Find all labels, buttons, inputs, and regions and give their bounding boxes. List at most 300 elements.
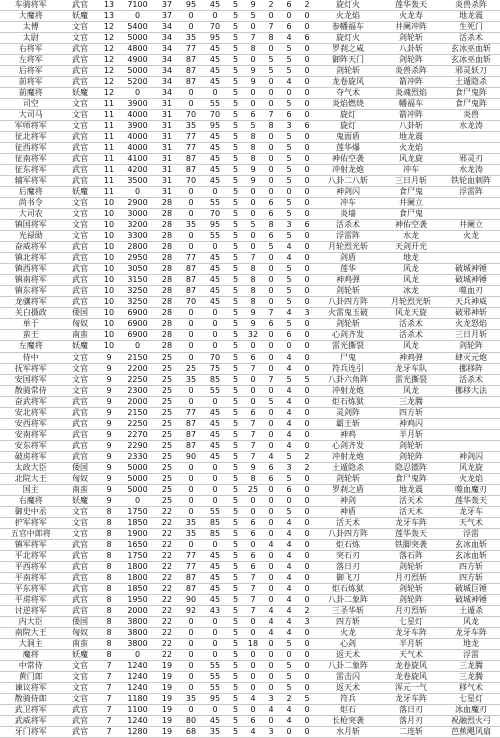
- table-cell: 8: [98, 638, 120, 649]
- table-cell: 19: [155, 682, 179, 693]
- table-cell: 0: [262, 429, 280, 440]
- table-cell: 武官: [62, 253, 98, 264]
- table-row: [0, 484, 500, 495]
- table-cell: 34: [155, 44, 179, 55]
- table-cell: 37: [155, 0, 179, 11]
- table-cell: 抚军将军: [0, 363, 62, 374]
- table-cell: 9: [244, 165, 262, 176]
- table-row: [0, 66, 500, 77]
- table-cell: 炎墙: [316, 209, 380, 220]
- table-cell: 2300: [120, 385, 155, 396]
- table-cell: 12: [98, 88, 120, 99]
- table-cell: 0: [298, 154, 316, 165]
- table-cell: 5: [227, 374, 244, 385]
- table-cell: 8: [98, 550, 120, 561]
- table-cell: 安南将军: [0, 429, 62, 440]
- table-row: [0, 396, 500, 407]
- table-cell: 剑轮斩: [380, 561, 442, 572]
- table-cell: 25: [155, 396, 179, 407]
- table-cell: 地龙震: [442, 11, 500, 22]
- table-cell: 5: [227, 429, 244, 440]
- table-cell: 34: [155, 88, 179, 99]
- table-cell: 半月斩: [380, 429, 442, 440]
- table-cell: 28: [155, 341, 179, 352]
- table-cell: 井阑立: [442, 220, 500, 231]
- table-cell: 雷光撕裂: [316, 341, 380, 352]
- table-cell: 87: [179, 275, 203, 286]
- table-cell: 5: [227, 605, 244, 616]
- table-cell: 0: [179, 99, 203, 110]
- table-cell: 9: [98, 484, 120, 495]
- table-cell: 5: [227, 451, 244, 462]
- table-cell: 鬼面盾: [316, 132, 380, 143]
- table-cell: 4: [280, 594, 298, 605]
- table-cell: 5: [227, 638, 244, 649]
- table-cell: 3300: [120, 231, 155, 242]
- table-cell: [442, 143, 500, 154]
- table-cell: 魔将: [0, 649, 62, 660]
- table-cell: 前魔将: [0, 88, 62, 99]
- table-cell: 12: [98, 22, 120, 33]
- table-row: [0, 330, 500, 341]
- table-cell: 文官: [62, 374, 98, 385]
- table-cell: 7100: [120, 0, 155, 11]
- table-cell: 幡福车: [380, 99, 442, 110]
- table-row: [0, 462, 500, 473]
- table-cell: 0: [203, 88, 227, 99]
- table-cell: 5: [280, 297, 298, 308]
- table-cell: 35: [179, 374, 203, 385]
- table-cell: 28: [155, 330, 179, 341]
- table-cell: 45: [203, 429, 227, 440]
- table-row: [0, 44, 500, 55]
- table-cell: 龙骧将军: [0, 297, 62, 308]
- table-cell: 武官: [62, 176, 98, 187]
- table-cell: 武官: [62, 66, 98, 77]
- table-cell: 武官: [62, 55, 98, 66]
- table-cell: 6: [280, 484, 298, 495]
- table-cell: 8: [262, 33, 280, 44]
- table-cell: 31: [155, 187, 179, 198]
- table-row: [0, 440, 500, 451]
- table-cell: 5: [227, 330, 244, 341]
- table-cell: 右将军: [0, 44, 62, 55]
- table-cell: 6: [244, 550, 262, 561]
- table-row: [0, 638, 500, 649]
- table-cell: 25: [155, 363, 179, 374]
- table-cell: 武官: [62, 0, 98, 11]
- table-cell: 28: [155, 209, 179, 220]
- table-cell: 5: [227, 275, 244, 286]
- table-cell: 征东将军: [0, 165, 62, 176]
- table-cell: 0: [298, 242, 316, 253]
- table-cell: 6900: [120, 319, 155, 330]
- table-cell: 破虏将军: [0, 451, 62, 462]
- table-cell: 太尉: [0, 33, 62, 44]
- table-cell: 侍中: [0, 352, 62, 363]
- table-cell: 0: [298, 407, 316, 418]
- table-cell: 45: [203, 275, 227, 286]
- table-cell: 肆灭元炮: [442, 352, 500, 363]
- table-row: [0, 165, 500, 176]
- table-cell: 文官: [62, 22, 98, 33]
- table-cell: 武官: [62, 297, 98, 308]
- table-cell: 炬石炼狱: [316, 583, 380, 594]
- table-cell: [442, 418, 500, 429]
- table-cell: 0: [262, 88, 280, 99]
- table-cell: 45: [203, 716, 227, 727]
- table-cell: 0: [262, 660, 280, 671]
- table-cell: 妖魔: [62, 88, 98, 99]
- table-cell: 7: [262, 374, 280, 385]
- table-cell: 7: [244, 605, 262, 616]
- table-cell: 34: [155, 33, 179, 44]
- table-cell: 5: [280, 319, 298, 330]
- table-cell: 9: [244, 319, 262, 330]
- table-cell: 风龙天旋: [380, 308, 442, 319]
- table-cell: 五官中郎将: [0, 528, 62, 539]
- table-cell: 87: [179, 440, 203, 451]
- table-cell: 七星灯: [380, 616, 442, 627]
- table-cell: 三龙腾: [442, 660, 500, 671]
- table-cell: 5000: [120, 33, 155, 44]
- table-cell: 5: [227, 308, 244, 319]
- table-cell: 神鸡弹: [316, 275, 380, 286]
- table-cell: 安国将军: [0, 374, 62, 385]
- table-cell: 3800: [120, 638, 155, 649]
- table-cell: 雷击闪: [316, 671, 380, 682]
- table-cell: 天兵神威: [442, 297, 500, 308]
- table-cell: 5: [227, 286, 244, 297]
- table-cell: 6: [262, 462, 280, 473]
- table-cell: 2200: [120, 363, 155, 374]
- table-cell: 6: [262, 319, 280, 330]
- table-cell: 0: [262, 286, 280, 297]
- table-cell: 6: [244, 407, 262, 418]
- table-cell: 4: [280, 605, 298, 616]
- table-cell: 心剑齐发: [316, 330, 380, 341]
- table-cell: 1240: [120, 660, 155, 671]
- table-row: [0, 231, 500, 242]
- table-cell: 9: [244, 308, 262, 319]
- table-cell: 光禄勋: [0, 231, 62, 242]
- table-cell: 返天术: [316, 649, 380, 660]
- table-cell: 4000: [120, 143, 155, 154]
- table-cell: 大魔将: [0, 11, 62, 22]
- table-cell: 5: [227, 627, 244, 638]
- table-cell: 左魔将: [0, 341, 62, 352]
- table-cell: 5000: [120, 462, 155, 473]
- table-row: [0, 242, 500, 253]
- table-cell: 0: [203, 638, 227, 649]
- table-row: [0, 671, 500, 682]
- table-cell: 5: [262, 55, 280, 66]
- table-cell: 6: [244, 528, 262, 539]
- table-cell: 旋灯: [316, 110, 380, 121]
- table-cell: 22: [155, 638, 179, 649]
- table-cell: 妖魔: [62, 649, 98, 660]
- table-cell: 45: [203, 77, 227, 88]
- table-cell: 大司马: [0, 110, 62, 121]
- table-cell: 倭国: [62, 308, 98, 319]
- table-cell: 5: [227, 594, 244, 605]
- table-cell: 10: [98, 308, 120, 319]
- table-cell: 0: [262, 165, 280, 176]
- table-cell: 4: [262, 605, 280, 616]
- table-cell: 5: [227, 407, 244, 418]
- table-cell: 11: [98, 176, 120, 187]
- table-cell: 4: [280, 77, 298, 88]
- table-cell: 文官: [62, 385, 98, 396]
- table-cell: 22: [155, 539, 179, 550]
- table-cell: 龙牙车: [442, 506, 500, 517]
- table-cell: 25: [155, 407, 179, 418]
- table-cell: 7: [98, 705, 120, 716]
- table-cell: [442, 253, 500, 264]
- table-cell: 6: [244, 352, 262, 363]
- table-cell: 2250: [120, 374, 155, 385]
- table-cell: 2000: [120, 396, 155, 407]
- table-cell: 7: [244, 594, 262, 605]
- table-cell: 25: [155, 352, 179, 363]
- table-cell: 10: [98, 242, 120, 253]
- table-cell: 0: [262, 484, 280, 495]
- table-cell: 冲车: [380, 165, 442, 176]
- table-cell: 0: [179, 352, 203, 363]
- table-cell: 5: [227, 88, 244, 99]
- table-cell: 4: [280, 418, 298, 429]
- table-cell: 5: [280, 671, 298, 682]
- table-cell: 5: [298, 693, 316, 704]
- table-cell: 武官: [62, 539, 98, 550]
- table-cell: 天剑开光: [380, 242, 442, 253]
- table-row: [0, 341, 500, 352]
- table-cell: 匈奴: [62, 319, 98, 330]
- table-cell: 2: [298, 451, 316, 462]
- table-cell: 8: [98, 506, 120, 517]
- table-cell: 妖魔: [62, 11, 98, 22]
- table-cell: 0: [203, 649, 227, 660]
- table-cell: 龙卷旋风: [380, 660, 442, 671]
- table-cell: 8: [98, 605, 120, 616]
- table-cell: 45: [203, 572, 227, 583]
- table-cell: 25: [155, 374, 179, 385]
- table-cell: 6: [262, 231, 280, 242]
- table-cell: 水龙: [380, 231, 442, 242]
- table-cell: 莲华轰天: [442, 495, 500, 506]
- table-cell: 龙牙车阵: [380, 627, 442, 638]
- table-cell: 95: [203, 121, 227, 132]
- table-cell: 0: [262, 44, 280, 55]
- table-cell: 77: [179, 561, 203, 572]
- table-cell: 5: [262, 396, 280, 407]
- table-cell: 0: [298, 705, 316, 716]
- table-cell: 八卦四方阵: [316, 297, 380, 308]
- table-cell: 10: [98, 286, 120, 297]
- table-cell: 7: [262, 22, 280, 33]
- table-cell: 食尸鬼: [380, 187, 442, 198]
- table-cell: 武官: [62, 451, 98, 462]
- table-cell: 5: [227, 143, 244, 154]
- table-row: [0, 11, 500, 22]
- table-cell: 25: [155, 418, 179, 429]
- table-cell: 8: [98, 583, 120, 594]
- table-cell: 0: [298, 671, 316, 682]
- table-cell: 剑轮斩: [316, 319, 380, 330]
- table-row: [0, 209, 500, 220]
- table-cell: 噬血刃: [442, 286, 500, 297]
- table-cell: 三日月斩: [380, 176, 442, 187]
- table-cell: 0: [179, 11, 203, 22]
- table-cell: 5: [298, 374, 316, 385]
- table-cell: 0: [262, 352, 280, 363]
- table-cell: 牙门将军: [0, 727, 62, 738]
- table-cell: 0: [262, 341, 280, 352]
- table-cell: 活天术: [380, 506, 442, 517]
- table-cell: 7: [244, 363, 262, 374]
- table-cell: 莲华: [316, 264, 380, 275]
- table-cell: 武官: [62, 605, 98, 616]
- table-cell: 1950: [120, 594, 155, 605]
- table-cell: 0: [179, 671, 203, 682]
- table-cell: 八卦六角阵: [316, 374, 380, 385]
- table-cell: 3: [280, 220, 298, 231]
- table-cell: 0: [203, 495, 227, 506]
- table-cell: 玄冰巫血斩: [442, 44, 500, 55]
- table-row: [0, 429, 500, 440]
- table-cell: 19: [155, 671, 179, 682]
- table-cell: 文官: [62, 110, 98, 121]
- table-cell: 34: [155, 22, 179, 33]
- table-cell: 8: [98, 649, 120, 660]
- table-cell: 4: [262, 451, 280, 462]
- table-row: [0, 121, 500, 132]
- table-cell: 文官: [62, 363, 98, 374]
- table-cell: 5: [227, 110, 244, 121]
- table-cell: 2290: [120, 440, 155, 451]
- table-cell: 文官: [62, 671, 98, 682]
- table-cell: 7: [262, 308, 280, 319]
- table-cell: 5: [227, 231, 244, 242]
- table-cell: 8: [98, 517, 120, 528]
- table-cell: 炬石炼狱: [316, 396, 380, 407]
- table-cell: 0: [262, 99, 280, 110]
- table-cell: 3: [298, 616, 316, 627]
- table-cell: 3050: [120, 264, 155, 275]
- table-cell: [442, 209, 500, 220]
- table-cell: 0: [298, 275, 316, 286]
- table-cell: 1650: [120, 539, 155, 550]
- table-cell: 武官: [62, 264, 98, 275]
- table-cell: 87: [179, 264, 203, 275]
- table-cell: 0: [179, 638, 203, 649]
- table-cell: 70: [203, 22, 227, 33]
- table-cell: 0: [298, 66, 316, 77]
- table-cell: 90: [179, 451, 203, 462]
- table-cell: 尸鬼: [316, 352, 380, 363]
- table-cell: 0: [262, 330, 280, 341]
- table-cell: 突石刃: [316, 550, 380, 561]
- table-cell: 护军将军: [0, 517, 62, 528]
- table-cell: 6: [280, 110, 298, 121]
- table-cell: 12: [98, 44, 120, 55]
- table-cell: 破城神锤: [442, 275, 500, 286]
- table-cell: 辅军将军: [0, 176, 62, 187]
- table-cell: 文官: [62, 220, 98, 231]
- table-cell: 半月斩: [380, 638, 442, 649]
- table-cell: 80: [179, 716, 203, 727]
- table-cell: 活天术: [380, 495, 442, 506]
- table-cell: 5: [227, 462, 244, 473]
- table-cell: 5: [280, 286, 298, 297]
- table-cell: 二连斩: [380, 727, 442, 738]
- table-cell: 8: [98, 616, 120, 627]
- table-cell: 文官: [62, 209, 98, 220]
- table-cell: 1750: [120, 506, 155, 517]
- table-cell: 剑轮阵: [442, 341, 500, 352]
- table-cell: 0: [244, 495, 262, 506]
- table-cell: 4900: [120, 55, 155, 66]
- table-cell: 0: [298, 682, 316, 693]
- table-cell: 军师将军: [0, 121, 62, 132]
- table-cell: 0: [298, 385, 316, 396]
- table-cell: 井阑冲阵: [380, 22, 442, 33]
- table-cell: 35: [179, 33, 203, 44]
- table-cell: 5: [280, 638, 298, 649]
- table-cell: 武官: [62, 727, 98, 738]
- table-cell: 8: [244, 132, 262, 143]
- table-cell: 0: [203, 484, 227, 495]
- table-cell: 5: [227, 727, 244, 738]
- table-cell: 0: [203, 473, 227, 484]
- table-row: [0, 0, 500, 11]
- table-row: [0, 253, 500, 264]
- table-cell: 1100: [120, 705, 155, 716]
- table-cell: 10: [98, 319, 120, 330]
- table-cell: 倭国: [62, 462, 98, 473]
- table-cell: 5000: [120, 484, 155, 495]
- table-cell: 0: [262, 716, 280, 727]
- table-cell: 征南将军: [0, 154, 62, 165]
- table-cell: 0: [244, 660, 262, 671]
- table-cell: 四方斩: [442, 561, 500, 572]
- table-cell: 87: [179, 55, 203, 66]
- table-cell: 87: [179, 66, 203, 77]
- table-cell: 6: [298, 220, 316, 231]
- table-cell: 9: [98, 473, 120, 484]
- table-cell: 后魔将: [0, 187, 62, 198]
- table-cell: 55: [203, 231, 227, 242]
- table-cell: 0: [179, 385, 203, 396]
- table-cell: 35: [203, 727, 227, 738]
- table-cell: 7: [262, 110, 280, 121]
- table-cell: 冲车: [316, 198, 380, 209]
- table-cell: 讨逆将军: [0, 605, 62, 616]
- table-cell: 1850: [120, 517, 155, 528]
- table-cell: 9: [98, 385, 120, 396]
- table-cell: 6: [262, 198, 280, 209]
- table-cell: 4000: [120, 132, 155, 143]
- table-cell: 箭冲阵: [380, 110, 442, 121]
- table-cell: 0: [203, 616, 227, 627]
- table-cell: 5: [280, 176, 298, 187]
- table-cell: 87: [179, 429, 203, 440]
- table-cell: 0: [298, 198, 316, 209]
- table-cell: 5: [227, 693, 244, 704]
- table-cell: 武官: [62, 418, 98, 429]
- table-cell: 5: [280, 209, 298, 220]
- table-cell: 活杀术: [316, 220, 380, 231]
